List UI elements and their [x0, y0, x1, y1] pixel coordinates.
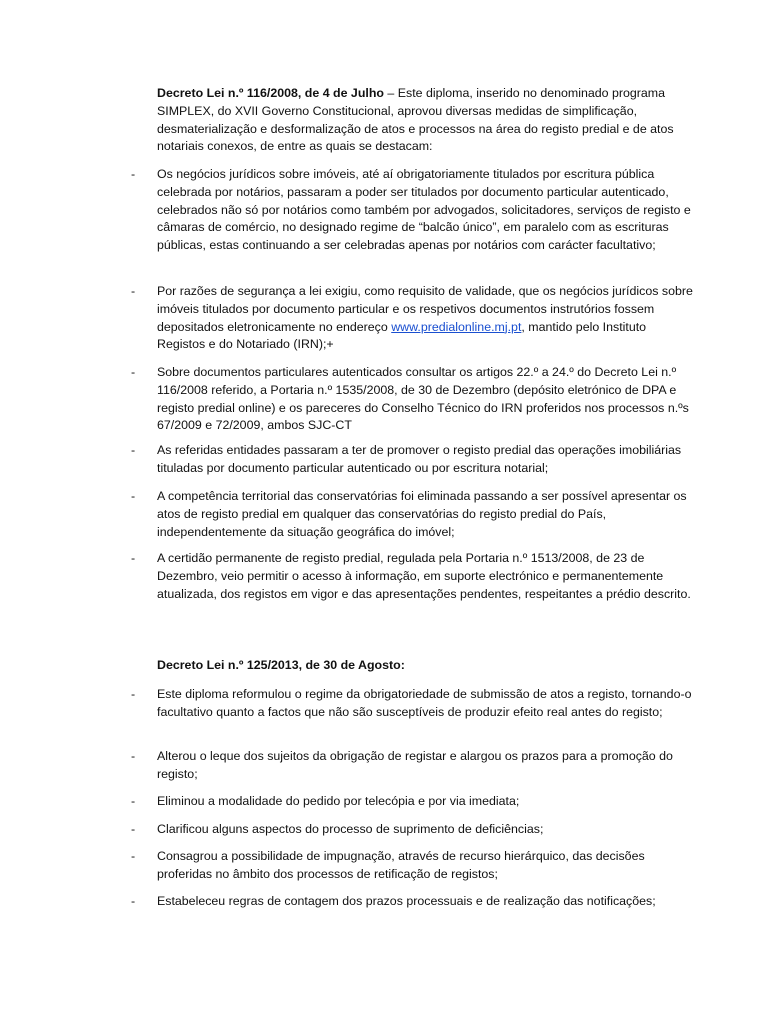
bullet-dash: -: [131, 443, 136, 457]
bullet-text: Consagrou a possibilidade de impugnação, através de recurso hierárquico, das decisões proferidas no âmbito dos processos de retificação de registos;: [157, 849, 645, 881]
bullet-dash: -: [131, 849, 136, 863]
bullet-dash: -: [131, 551, 136, 565]
section-heading: Decreto Lei n.º 125/2013, de 30 de Agosto:: [157, 658, 405, 672]
bullet-dash: -: [131, 894, 136, 908]
bullet-item: [131, 166, 697, 255]
bullet-text: Eliminou a modalidade do pedido por telecópia e por via imediata;: [157, 794, 520, 808]
bullet-text: Os negócios jurídicos sobre imóveis, até aí obrigatoriamente titulados por escritura pública celebrada por notários, passaram a poder ser titulados por documento particular autenticado, celebrados não só por notários como também por advogados, solicitadores, serviços de registo e câmaras de comércio, no designado regime de “balcão único”, em paralelo com as escrituras públicas, estas continuando a ser celebradas apenas por notários com carácter facultativo;: [157, 167, 691, 253]
bullet-text: , mantido pelo Instituto Registos e do Notariado (IRN);+: [157, 319, 647, 352]
bullet-text: Clarificou alguns aspectos do processo de suprimento de deficiências;: [157, 822, 544, 836]
bullet-item: [131, 793, 697, 811]
bullet-item: [131, 848, 697, 884]
bullet-text: Estabeleceu regras de contagem dos prazos processuais e de realização das notificações;: [157, 894, 656, 908]
bullet-text: A competência territorial das conservatórias foi eliminada passando a ser possível apresentar os atos de registo predial em qualquer das conservatórias do registo predial do País, independentemente da situação geográfica do imóvel;: [157, 489, 687, 539]
bullet-item: [131, 748, 697, 784]
bullet-dash: -: [131, 822, 136, 836]
bullet-text: Alterou o leque dos sujeitos da obrigação de registar e alargou os prazos para a promoção do registo;: [157, 749, 673, 781]
bullet-text: Por razões de segurança a lei exigiu, como requisito de validade, que os negócios jurídicos sobre imóveis titulados por documento particular e os respetivos documentos instrutórios fossem depositados eletronicamente no endereço: [157, 284, 693, 334]
bullet-dash: -: [131, 365, 136, 379]
bullet-dash: -: [131, 284, 136, 298]
bullet-text: Sobre documentos particulares autenticados consultar os artigos 22.º a 24.º do Decreto Lei n.º 116/2008 referido, a Portaria n.º 1535/2008, de 30 de Dezembro (depósito eletrónico de DPA e registo predial online) e os pareceres do Conselho Técnico do IRN proferidos nos processos n.ºs 67/2009 e 72/2009, ambos SJC-CT: [157, 365, 689, 433]
predialonline-link[interactable]: www.predialonline.mj.pt: [391, 319, 522, 334]
bullet-item: [131, 821, 697, 839]
bullet-item: [131, 283, 697, 354]
bullet-dash: -: [131, 794, 136, 808]
intro-heading: Decreto Lei n.º 116/2008, de 4 de Julho: [157, 86, 384, 100]
bullet-item: [131, 893, 697, 911]
bullet-item: [131, 686, 697, 722]
bullet-text: As referidas entidades passaram a ter de promover o registo predial das operações imobiliárias tituladas por documento particular autenticado ou por escritura notarial;: [157, 443, 682, 475]
intro-text: – Este diploma, inserido no denominado programa SIMPLEX, do XVII Governo Constitucional, aprovou diversas medidas de simplificação, desmaterialização e desformalização de atos e processos na área do registo predial e de atos notariais conexos, de entre as quais se destacam:: [157, 86, 674, 154]
bullet-text: Este diploma reformulou o regime da obrigatoriedade de submissão de atos a registo, tornando-o facultativo quanto a factos que não são susceptíveis de produzir efeito real antes do registo;: [157, 687, 692, 719]
bullet-item: [131, 442, 697, 478]
bullet-item: [131, 550, 697, 603]
bullet-text: A certidão permanente de registo predial, regulada pela Portaria n.º 1513/2008, de 23 de Dezembro, veio permitir o acesso à informação, em suporte electrónico e permanentemente atualizada, dos registos em vigor e das apresentações pendentes, respeitantes a prédio descrito.: [157, 551, 691, 601]
bullet-dash: -: [131, 749, 136, 763]
bullet-dash: -: [131, 167, 136, 181]
bullet-item: [131, 488, 697, 541]
intro-paragraph: [157, 85, 697, 156]
bullet-dash: -: [131, 687, 136, 701]
bullet-item: [131, 364, 697, 435]
bullet-dash: -: [131, 489, 136, 503]
